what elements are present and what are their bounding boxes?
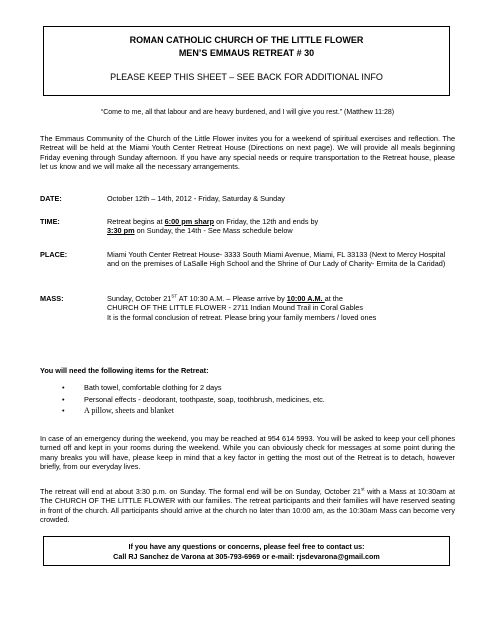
list-item — [62, 395, 442, 407]
contact-details: Call RJ Sanchez de Varona at 305-793-6969 or e-mail: rjsdevarona@gmail.com — [113, 552, 380, 561]
emergency-paragraph: In case of an emergency during the weekend, you may be reached at 954 614 5993. You will be asked to keep your cell phones turned off and kept in your rooms during the weekend. While you can obviously check for messages at some point during the many breaks you will have, please keep in mind that a key factor in getting the most out of the Retreat is to detach, however briefly, from our everyday lives. — [40, 434, 455, 471]
mass-value — [107, 294, 455, 322]
needs-list — [62, 383, 442, 418]
time-start: 6:00 pm sharp — [164, 217, 215, 226]
mass-arrive-time: 10:00 A.M. — [286, 294, 325, 303]
church-name: ROMAN CATHOLIC CHURCH OF THE LITTLE FLOWER — [129, 35, 364, 45]
mass-text-d: at the — [324, 294, 343, 303]
mass-text-b: AT 10:30 A.M. – Please arrive by — [177, 294, 287, 303]
closing-sup: st — [360, 486, 365, 492]
time-value — [107, 217, 455, 236]
date-value: October 12th – 14th, 2012 - Friday, Saturday & Sunday — [107, 194, 285, 203]
contact-intro: If you have any questions or concerns, please feel free to contact us: — [128, 542, 365, 551]
time-label: TIME: — [40, 217, 60, 226]
mass-sup: ST — [171, 293, 178, 299]
closing-paragraph — [40, 487, 455, 524]
intro-paragraph: The Emmaus Community of the Church of the Little Flower invites you for a weekend of spiritual exercises and reflection. The Retreat will be held at the Miami Youth Center Retreat House (Directions on next page). We will provide all meals beginning Friday evening through Sunday afternoon. If you have any special needs or require transportation to the Retreat house, please let us know and we will make all the necessary arrangements. — [40, 134, 455, 171]
date-label: DATE: — [40, 194, 62, 203]
list-item-text: A pillow, sheets and blanket — [84, 406, 174, 415]
header-box — [43, 26, 450, 96]
keep-sheet-notice: PLEASE KEEP THIS SHEET – SEE BACK FOR ADDITIONAL INFO — [110, 72, 383, 82]
list-item-text: Bath towel, comfortable clothing for 2 days — [84, 383, 222, 392]
bullet-icon: • — [62, 406, 65, 415]
time-text-c: on Friday, the 12th and ends by — [214, 217, 319, 226]
list-item-text: Personal effects - deodorant, toothpaste, soap, toothbrush, medicines, etc. — [84, 394, 325, 404]
place-label: PLACE: — [40, 250, 68, 259]
list-item — [62, 383, 442, 395]
closing-text-b: with a Mass at 10:30am at The CHURCH OF THE LITTLE FLOWER with our families. The retreat participants and their families will have reserved seating in front of the church. All participants should arrive at the church no later than 10:00 am, as the 10:30am Mass can become very crowded. — [40, 487, 455, 524]
needs-title: You will need the following items for the Retreat: — [40, 366, 209, 375]
list-item — [62, 406, 442, 418]
scripture-quote: “Come to me, all that labour and are heavy burdened, and I will give you rest.” (Matthew 11:28) — [100, 109, 395, 116]
time-text-e: on Sunday, the 14th - See Mass schedule below — [134, 226, 293, 236]
contact-box — [43, 536, 450, 566]
mass-text-a: Sunday, October 21 — [107, 294, 172, 303]
place-value: Miami Youth Center Retreat House- 3333 South Miami Avenue, Miami, FL 33133 (Next to Mercy Hospital and on the premises of LaSalle High School and the Shrine of Our Lady of Charity- Ermita de la Caridad) — [107, 250, 446, 269]
time-text-a: Retreat begins at — [107, 217, 165, 226]
bullet-icon: • — [62, 394, 65, 404]
time-end: 3:30 pm — [107, 226, 135, 236]
bullet-icon: • — [62, 383, 65, 392]
retreat-title: MEN’S EMMAUS RETREAT # 30 — [178, 48, 315, 58]
mass-label: MASS: — [40, 294, 64, 303]
closing-text-a: The retreat will end at about 3:30 p.m. on Sunday. The formal end will be on Sunday, October 21 — [40, 487, 361, 496]
mass-note: It is the formal conclusion of retreat. Please bring your family members / loved ones — [107, 312, 377, 322]
mass-location: CHURCH OF THE LITTLE FLOWER - 2711 Indian Mound Trail in Coral Gables — [107, 303, 364, 313]
